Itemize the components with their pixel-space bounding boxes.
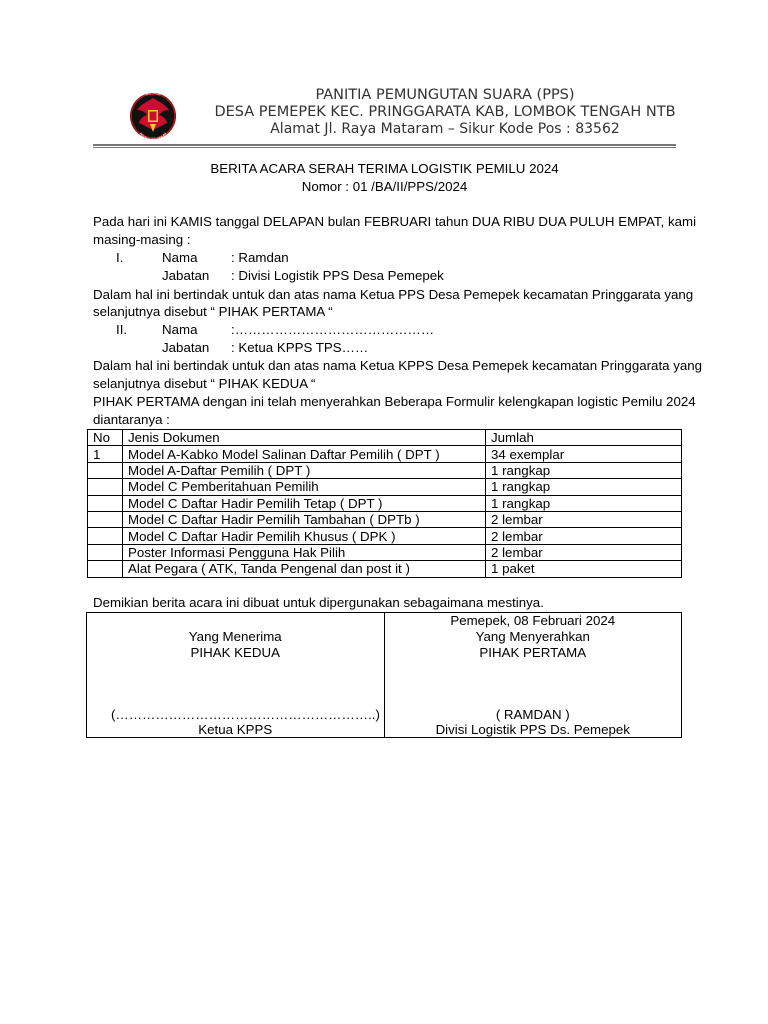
party2-description-line-1: Dalam hal ini bertindak untuk dan atas nama Ketua KPPS Desa Pemepek kecamatan Pringgarata yang <box>93 358 703 373</box>
document-title: BERITA ACARA SERAH TERIMA LOGISTIK PEMILU 2024 <box>210 161 559 176</box>
party2-name-value: :……………………………………… <box>231 322 435 337</box>
party1-description-line-1: Dalam hal ini bertindak untuk dan atas nama Ketua PPS Desa Pemepek kecamatan Pringgarata yang <box>93 287 694 302</box>
table-cell-document: Model A-Daftar Pemilih ( DPT ) <box>123 462 486 478</box>
party1-name-value: : Ramdan <box>231 250 289 265</box>
intro-line-2: masing-masing : <box>93 232 191 247</box>
table-cell-document: Model C Daftar Hadir Pemilih Khusus ( DPK ) <box>123 528 486 544</box>
party2-description-line-2: selanjutnya disebut “ PIHAK KEDUA “ <box>93 376 316 391</box>
signature-receiver <box>87 613 385 738</box>
signing-date: Pemepek, 08 Februari 2024 <box>450 613 616 628</box>
party2-name-label: Nama <box>162 322 198 337</box>
kpu-garuda-emblem-icon <box>127 88 179 144</box>
giver-party: PIHAK PERTAMA <box>479 645 587 660</box>
table-row <box>88 479 682 495</box>
party1-position-label: Jabatan <box>162 268 210 283</box>
table-cell-document: Model A-Kabko Model Salinan Daftar Pemilih ( DPT ) <box>123 446 486 462</box>
handover-line-2: diantaranya : <box>93 412 170 427</box>
party2-numeral: II. <box>116 322 128 337</box>
table-cell-no <box>88 495 123 511</box>
table-row <box>88 495 682 511</box>
table-row <box>88 528 682 544</box>
table-cell-no <box>88 479 123 495</box>
table-header-quantity: Jumlah <box>486 430 682 446</box>
table-cell-quantity: 2 lembar <box>486 528 682 544</box>
table-cell-no <box>88 561 123 577</box>
table-row <box>88 511 682 527</box>
logo-bottom-text: PEMILIHAN UMUM <box>138 131 168 143</box>
handover-line-1: PIHAK PERTAMA dengan ini telah menyerahkan Beberapa Formulir kelengkapan logistic Pemilu 2024 <box>93 394 696 409</box>
intro-line-1: Pada hari ini KAMIS tanggal DELAPAN bulan FEBRUARI tahun DUA RIBU DUA PULUH EMPAT, kami <box>93 214 697 229</box>
header-village: DESA PEMEPEK KEC. PRINGGARATA KAB, LOMBOK TENGAH NTB <box>214 104 676 120</box>
table-cell-document: Model C Daftar Hadir Pemilih Tambahan ( DPTb ) <box>123 511 486 527</box>
table-cell-no <box>88 462 123 478</box>
table-cell-document: Model C Pemberitahuan Pemilih <box>123 479 486 495</box>
receiver-party: PIHAK KEDUA <box>190 645 280 660</box>
table-cell-quantity: 2 lembar <box>486 544 682 560</box>
receiver-name-line: (…………………………………………………..) <box>111 707 380 722</box>
party2-position-label: Jabatan <box>162 340 210 355</box>
table-row <box>88 446 682 462</box>
receiver-title: Ketua KPPS <box>198 722 273 737</box>
receiver-role: Yang Menerima <box>188 629 282 644</box>
table-row <box>88 544 682 560</box>
signature-table <box>86 612 682 738</box>
logistics-table <box>87 429 682 578</box>
document-number: Nomor : 01 /BA/II/PPS/2024 <box>301 179 468 194</box>
party1-numeral: I. <box>116 250 124 265</box>
table-cell-document: Poster Informasi Pengguna Hak Pilih <box>123 544 486 560</box>
header-divider <box>93 144 676 148</box>
giver-title: Divisi Logistik PPS Ds. Pemepek <box>435 722 630 737</box>
table-cell-no <box>88 511 123 527</box>
logo-top-text: KOMISI <box>144 89 162 97</box>
table-cell-quantity: 1 rangkap <box>486 462 682 478</box>
table-cell-quantity: 1 rangkap <box>486 495 682 511</box>
table-cell-document: Model C Daftar Hadir Pemilih Tetap ( DPT ) <box>123 495 486 511</box>
party1-description-line-2: selanjutnya disebut “ PIHAK PERTAMA “ <box>93 304 333 319</box>
table-cell-quantity: 34 exemplar <box>486 446 682 462</box>
giver-role: Yang Menyerahkan <box>475 629 590 644</box>
closing-statement: Demikian berita acara ini dibuat untuk dipergunakan sebagaimana mestinya. <box>93 595 544 610</box>
table-cell-document: Alat Pegara ( ATK, Tanda Pengenal dan post it ) <box>123 561 486 577</box>
party1-position-value: : Divisi Logistik PPS Desa Pemepek <box>231 268 444 283</box>
party1-name-label: Nama <box>162 250 198 265</box>
table-cell-quantity: 1 paket <box>486 561 682 577</box>
table-cell-no: 1 <box>88 446 123 462</box>
table-cell-quantity: 1 rangkap <box>486 479 682 495</box>
header-committee: PANITIA PEMUNGUTAN SUARA (PPS) <box>315 87 575 103</box>
table-cell-quantity: 2 lembar <box>486 511 682 527</box>
table-header-row <box>88 430 682 446</box>
giver-name: ( RAMDAN ) <box>495 707 570 722</box>
table-header-no: No <box>88 430 123 446</box>
table-row <box>88 561 682 577</box>
table-cell-no <box>88 528 123 544</box>
table-row <box>88 462 682 478</box>
signature-giver <box>384 613 682 738</box>
header-address: Alamat Jl. Raya Mataram – Sikur Kode Pos : 83562 <box>270 121 620 137</box>
table-header-document: Jenis Dokumen <box>123 430 486 446</box>
table-cell-no <box>88 544 123 560</box>
party2-position-value: : Ketua KPPS TPS…… <box>231 340 369 355</box>
